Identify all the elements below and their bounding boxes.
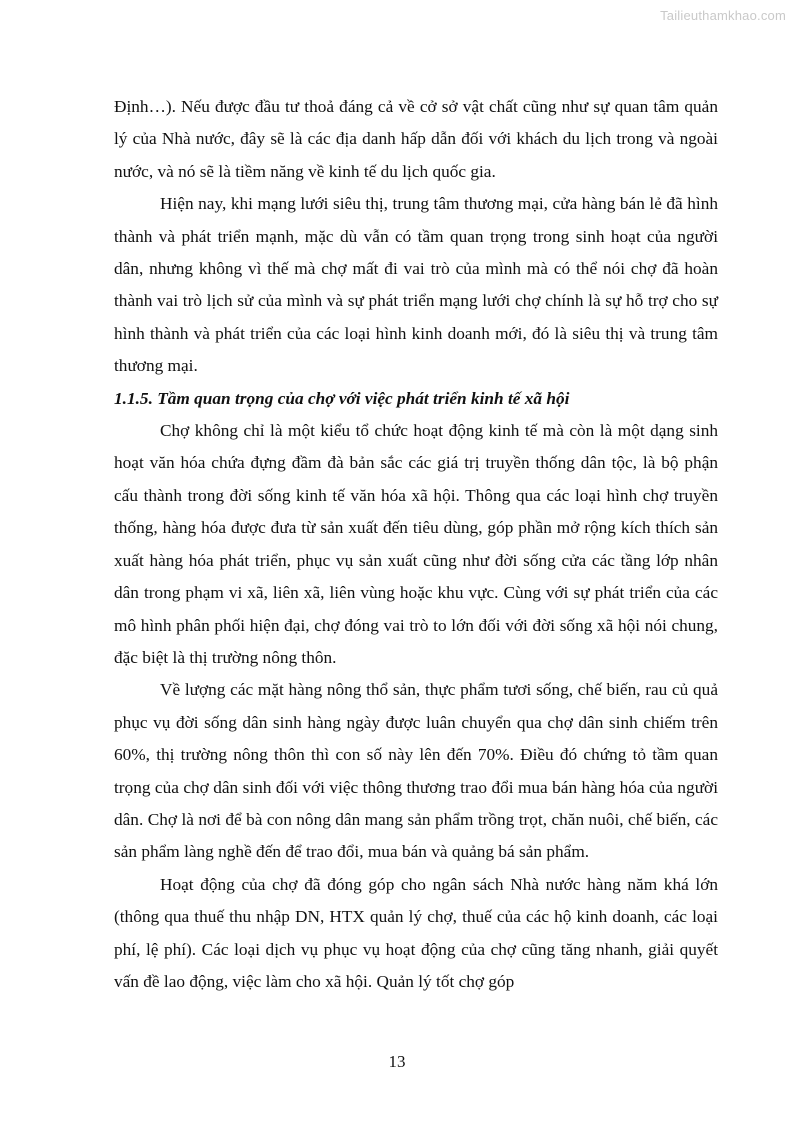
document-body — [114, 91, 718, 998]
paragraph-market-volume: Về lượng các mặt hàng nông thổ sản, thực phẩm tươi sống, chế biến, rau củ quả phục vụ đời sống dân sinh hàng ngày được luân chuyển qua chợ dân sinh chiếm trên 60%, thị trường nông thôn thì con số này lên đến 70%. Điều đó chứng tỏ tầm quan trọng của chợ dân sinh đối với việc thông thương trao đổi mua bán hàng hóa của người dân. Chợ là nơi để bà con nông dân mang sản phẩm trồng trọt, chăn nuôi, chế biến, các sản phẩm làng nghề đến để trao đổi, mua bán và quảng bá sản phẩm. — [114, 680, 718, 862]
page-number: 13 — [388, 1052, 406, 1071]
paragraph-market-culture: Chợ không chỉ là một kiểu tổ chức hoạt động kinh tế mà còn là một dạng sinh hoạt văn hóa chứa đựng đầm đà bản sắc các giá trị truyền thống dân tộc, là bộ phận cấu thành trong đời sống kinh tế văn hóa xã hội. Thông qua các loại hình chợ truyền thống, hàng hóa được đưa từ sản xuất đến tiêu dùng, góp phần mở rộng kích thích sản xuất hàng hóa phát triển, phục vụ sản xuất cũng như đời sống cửa các tầng lớp nhân dân trong phạm vi xã, liên xã, liên vùng hoặc khu vực. Cùng với sự phát triển của các mô hình phân phối hiện đại, chợ đóng vai trò to lớn đối với đời sống xã hội nói chung, đặc biệt là thị trường nông thôn. — [114, 421, 718, 667]
paragraph-continuation: Định…). Nếu được đầu tư thoả đáng cả về cở sở vật chất cũng như sự quan tâm quản lý của Nhà nước, đây sẽ là các địa danh hấp dẫn đối với khách du lịch trong và ngoài nước, và nó sẽ là tiềm năng về kinh tế du lịch quốc gia. — [114, 97, 718, 181]
watermark: Tailieuthamkhao.com — [660, 8, 786, 23]
paragraph-market-budget: Hoạt động của chợ đã đóng góp cho ngân sách Nhà nước hàng năm khá lớn (thông qua thuế thu nhập DN, HTX quản lý chợ, thuế của các hộ kinh doanh, các loại phí, lệ phí). Các loại dịch vụ phục vụ hoạt động của chợ cũng tăng nhanh, giải quyết vấn đề lao động, việc làm cho xã hội. Quản lý tốt chợ góp — [114, 874, 718, 991]
section-heading: 1.1.5. Tầm quan trọng của chợ với việc phát triển kinh tế xã hội — [114, 388, 570, 408]
paragraph-supermarket-development: Hiện nay, khi mạng lưới siêu thị, trung tâm thương mại, cửa hàng bán lẻ đã hình thành và phát triển mạnh, mặc dù vẫn có tầm quan trọng trong sinh hoạt của người dân, nhưng không vì thế mà chợ mất đi vai trò của mình mà có thể nói chợ đã hoàn thành vai trò lịch sử của mình và sự phát triển mạng lưới chợ chính là sự hỗ trợ cho sự hình thành và phát triển của các loại hình kinh doanh mới, đó là siêu thị và trung tâm thương mại. — [114, 194, 718, 376]
